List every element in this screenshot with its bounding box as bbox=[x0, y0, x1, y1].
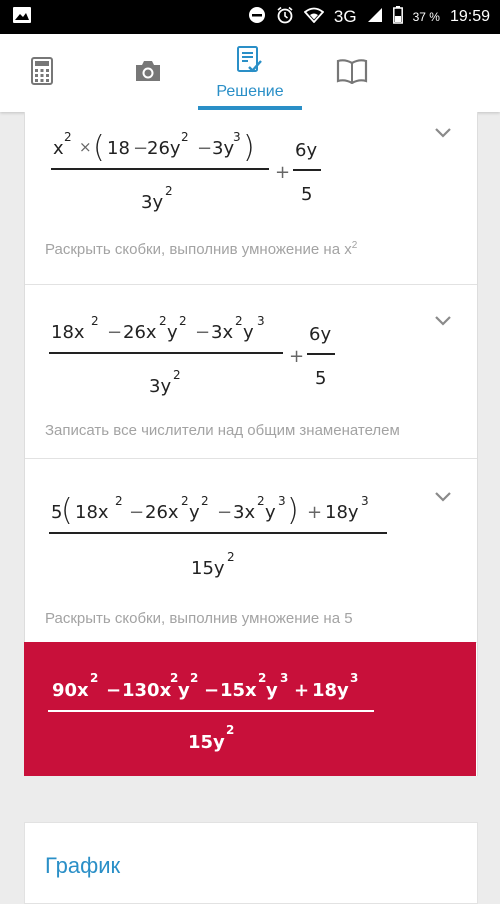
expr2-fraction-bar bbox=[49, 352, 283, 354]
expr2-plus: + bbox=[289, 346, 305, 367]
step-2[interactable] bbox=[25, 284, 477, 459]
graph-title: График bbox=[45, 853, 121, 878]
expr3-denominator: 15y 2 bbox=[191, 550, 235, 579]
step-3[interactable] bbox=[25, 458, 477, 643]
chevron-down-icon[interactable] bbox=[435, 126, 451, 138]
tab-solution-label: Решение bbox=[216, 82, 284, 100]
calculator-icon bbox=[31, 57, 53, 90]
alarm-icon bbox=[276, 6, 294, 28]
result-numerator: 90x 2 − 130x 2 y 2 − 15x 2 y 3 + 18y 3 bbox=[52, 671, 359, 701]
expr2-frac2-num: 6y bbox=[309, 324, 332, 345]
tab-bar bbox=[0, 34, 500, 112]
tab-camera[interactable] bbox=[123, 34, 173, 112]
active-tab-indicator bbox=[198, 106, 302, 110]
step-1-caption: Раскрыть скобки, выполнив умножение на $x^2$ bbox=[45, 240, 358, 258]
result-denominator: 15y 2 bbox=[188, 723, 235, 753]
tab-calculator[interactable] bbox=[17, 34, 67, 112]
chevron-down-icon[interactable] bbox=[435, 314, 451, 326]
step-3-caption: Раскрыть скобки, выполнив умножение на 5 bbox=[45, 610, 353, 627]
expr2-frac2-den: 5 bbox=[315, 368, 327, 389]
expr1-frac2-bar bbox=[293, 169, 321, 171]
expr1-frac2-den: 5 bbox=[301, 184, 313, 205]
camera-icon bbox=[134, 59, 162, 88]
status-bar bbox=[0, 0, 500, 34]
step-1[interactable] bbox=[25, 112, 477, 285]
book-icon bbox=[336, 58, 368, 89]
graph-card[interactable] bbox=[24, 822, 478, 904]
expr3-fraction-bar bbox=[49, 532, 387, 534]
expr2-denominator: 3y 2 bbox=[149, 368, 181, 397]
gallery-notification-icon bbox=[12, 6, 32, 29]
network-type-label: 3G bbox=[333, 7, 357, 26]
battery-icon bbox=[393, 6, 403, 28]
result-fraction-bar bbox=[48, 710, 374, 712]
expr1-numerator: x 2 × ( 18 − 26y 2 − 3y 3 ) bbox=[53, 130, 255, 165]
tab-book[interactable] bbox=[327, 34, 377, 112]
wifi-signal-icon bbox=[304, 7, 324, 27]
expr2-frac2-bar bbox=[307, 353, 335, 355]
expr1-frac2-num: 6y bbox=[295, 140, 318, 161]
solution-icon bbox=[237, 46, 263, 79]
chevron-down-icon[interactable] bbox=[435, 490, 451, 502]
expr1-fraction-bar bbox=[51, 168, 269, 170]
step-2-caption: Записать все числители над общим знаменателем bbox=[45, 422, 400, 439]
battery-percent: 37 % bbox=[412, 10, 440, 24]
expr2-numerator: 18x 2 − 26x 2 y 2 − 3x 2 y 3 bbox=[51, 314, 265, 343]
do-not-disturb-icon bbox=[248, 6, 266, 28]
tab-solution[interactable] bbox=[198, 34, 302, 112]
expr1-plus: + bbox=[275, 162, 291, 183]
expr1-denominator: 3y 2 bbox=[141, 184, 173, 213]
expr3-numerator: 5 ( 18x 2 − 26x 2 y 2 − 3x 2 y 3 ) + 18y 3 bbox=[51, 493, 369, 528]
clock: 19:59 bbox=[449, 8, 490, 25]
final-result bbox=[24, 642, 476, 776]
cell-signal-icon bbox=[367, 7, 383, 27]
